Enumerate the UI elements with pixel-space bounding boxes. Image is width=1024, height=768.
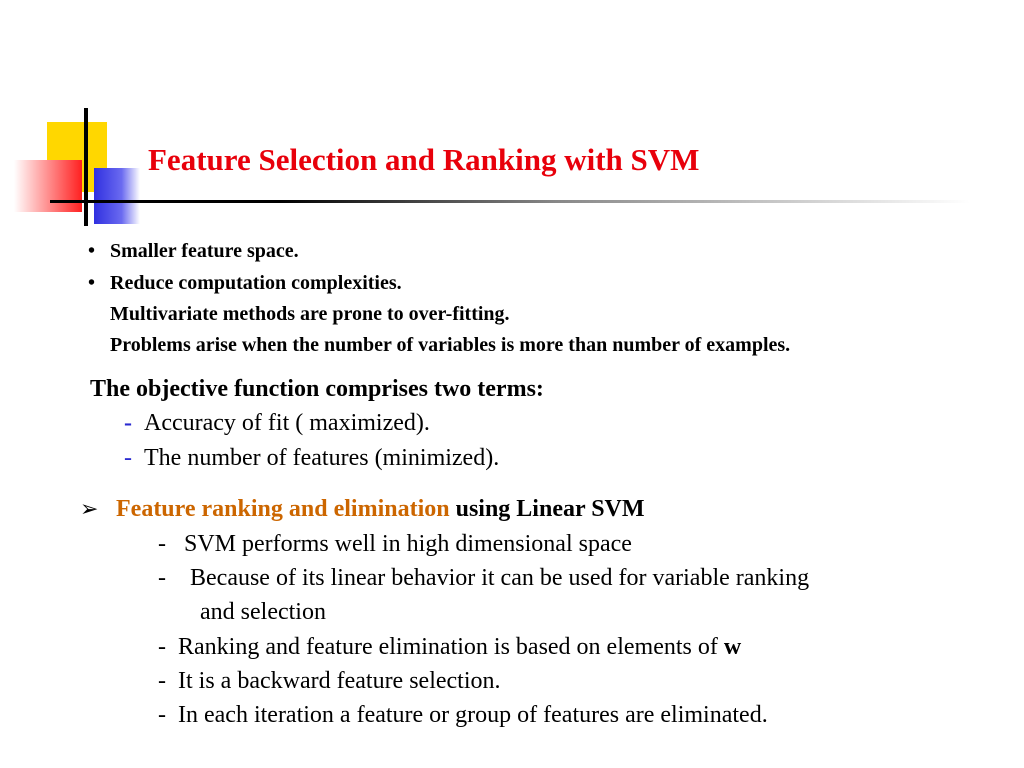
objective-item-text: Accuracy of fit ( maximized). xyxy=(144,410,430,436)
decorative-vertical-line xyxy=(84,108,88,226)
bullet-item xyxy=(88,240,299,263)
bullet-text: Smaller feature space. xyxy=(110,240,299,262)
bullet-continuation: Problems arise when the number of variables is more than number of examples. xyxy=(110,334,791,356)
ranking-highlight: Feature ranking and elimination xyxy=(116,496,450,522)
bullet-text: Reduce computation complexities. xyxy=(110,272,402,294)
ranking-heading-rest: using Linear SVM xyxy=(455,496,645,522)
objective-item xyxy=(124,445,499,472)
ranking-item-text: In each iteration a feature or group of features are eliminated. xyxy=(178,702,768,728)
ranking-item-text: It is a backward feature selection. xyxy=(178,668,501,694)
vector-w: w xyxy=(723,634,742,660)
ranking-item-text: Ranking and feature elimination is based on elements of xyxy=(178,634,718,660)
dash-icon: - xyxy=(124,445,132,471)
decorative-red-square xyxy=(14,160,82,212)
ranking-item-text: SVM performs well in high dimensional space xyxy=(184,531,632,557)
bullet-dot-icon: • xyxy=(88,240,96,262)
ranking-item-text: Because of its linear behavior it can be used for variable ranking xyxy=(190,565,810,591)
ranking-item-continuation: and selection xyxy=(200,599,326,625)
objective-item-text: The number of features (minimized). xyxy=(144,445,500,471)
ranking-item: - Because of its linear behavior it can be used for variable ranking xyxy=(158,565,810,591)
ranking-item: - It is a backward feature selection. xyxy=(158,668,501,694)
ranking-item: - In each iteration a feature or group of features are eliminated. xyxy=(158,702,768,728)
decorative-blue-square xyxy=(94,168,140,224)
ranking-item: - Ranking and feature elimination is based on elements of w xyxy=(158,634,742,660)
title-underline xyxy=(50,200,970,203)
slide-title: Feature Selection and Ranking with SVM xyxy=(148,142,700,177)
arrow-bullet-icon: ➢ xyxy=(80,496,99,521)
ranking-heading xyxy=(80,496,645,523)
objective-item xyxy=(124,410,430,437)
bullet-item xyxy=(88,272,402,295)
objective-heading: The objective function comprises two terms: xyxy=(90,376,544,402)
dash-icon: - xyxy=(124,410,132,436)
ranking-item: - SVM performs well in high dimensional space xyxy=(158,531,632,557)
bullet-dot-icon: • xyxy=(88,272,96,294)
bullet-continuation: Multivariate methods are prone to over-fitting. xyxy=(110,303,510,325)
